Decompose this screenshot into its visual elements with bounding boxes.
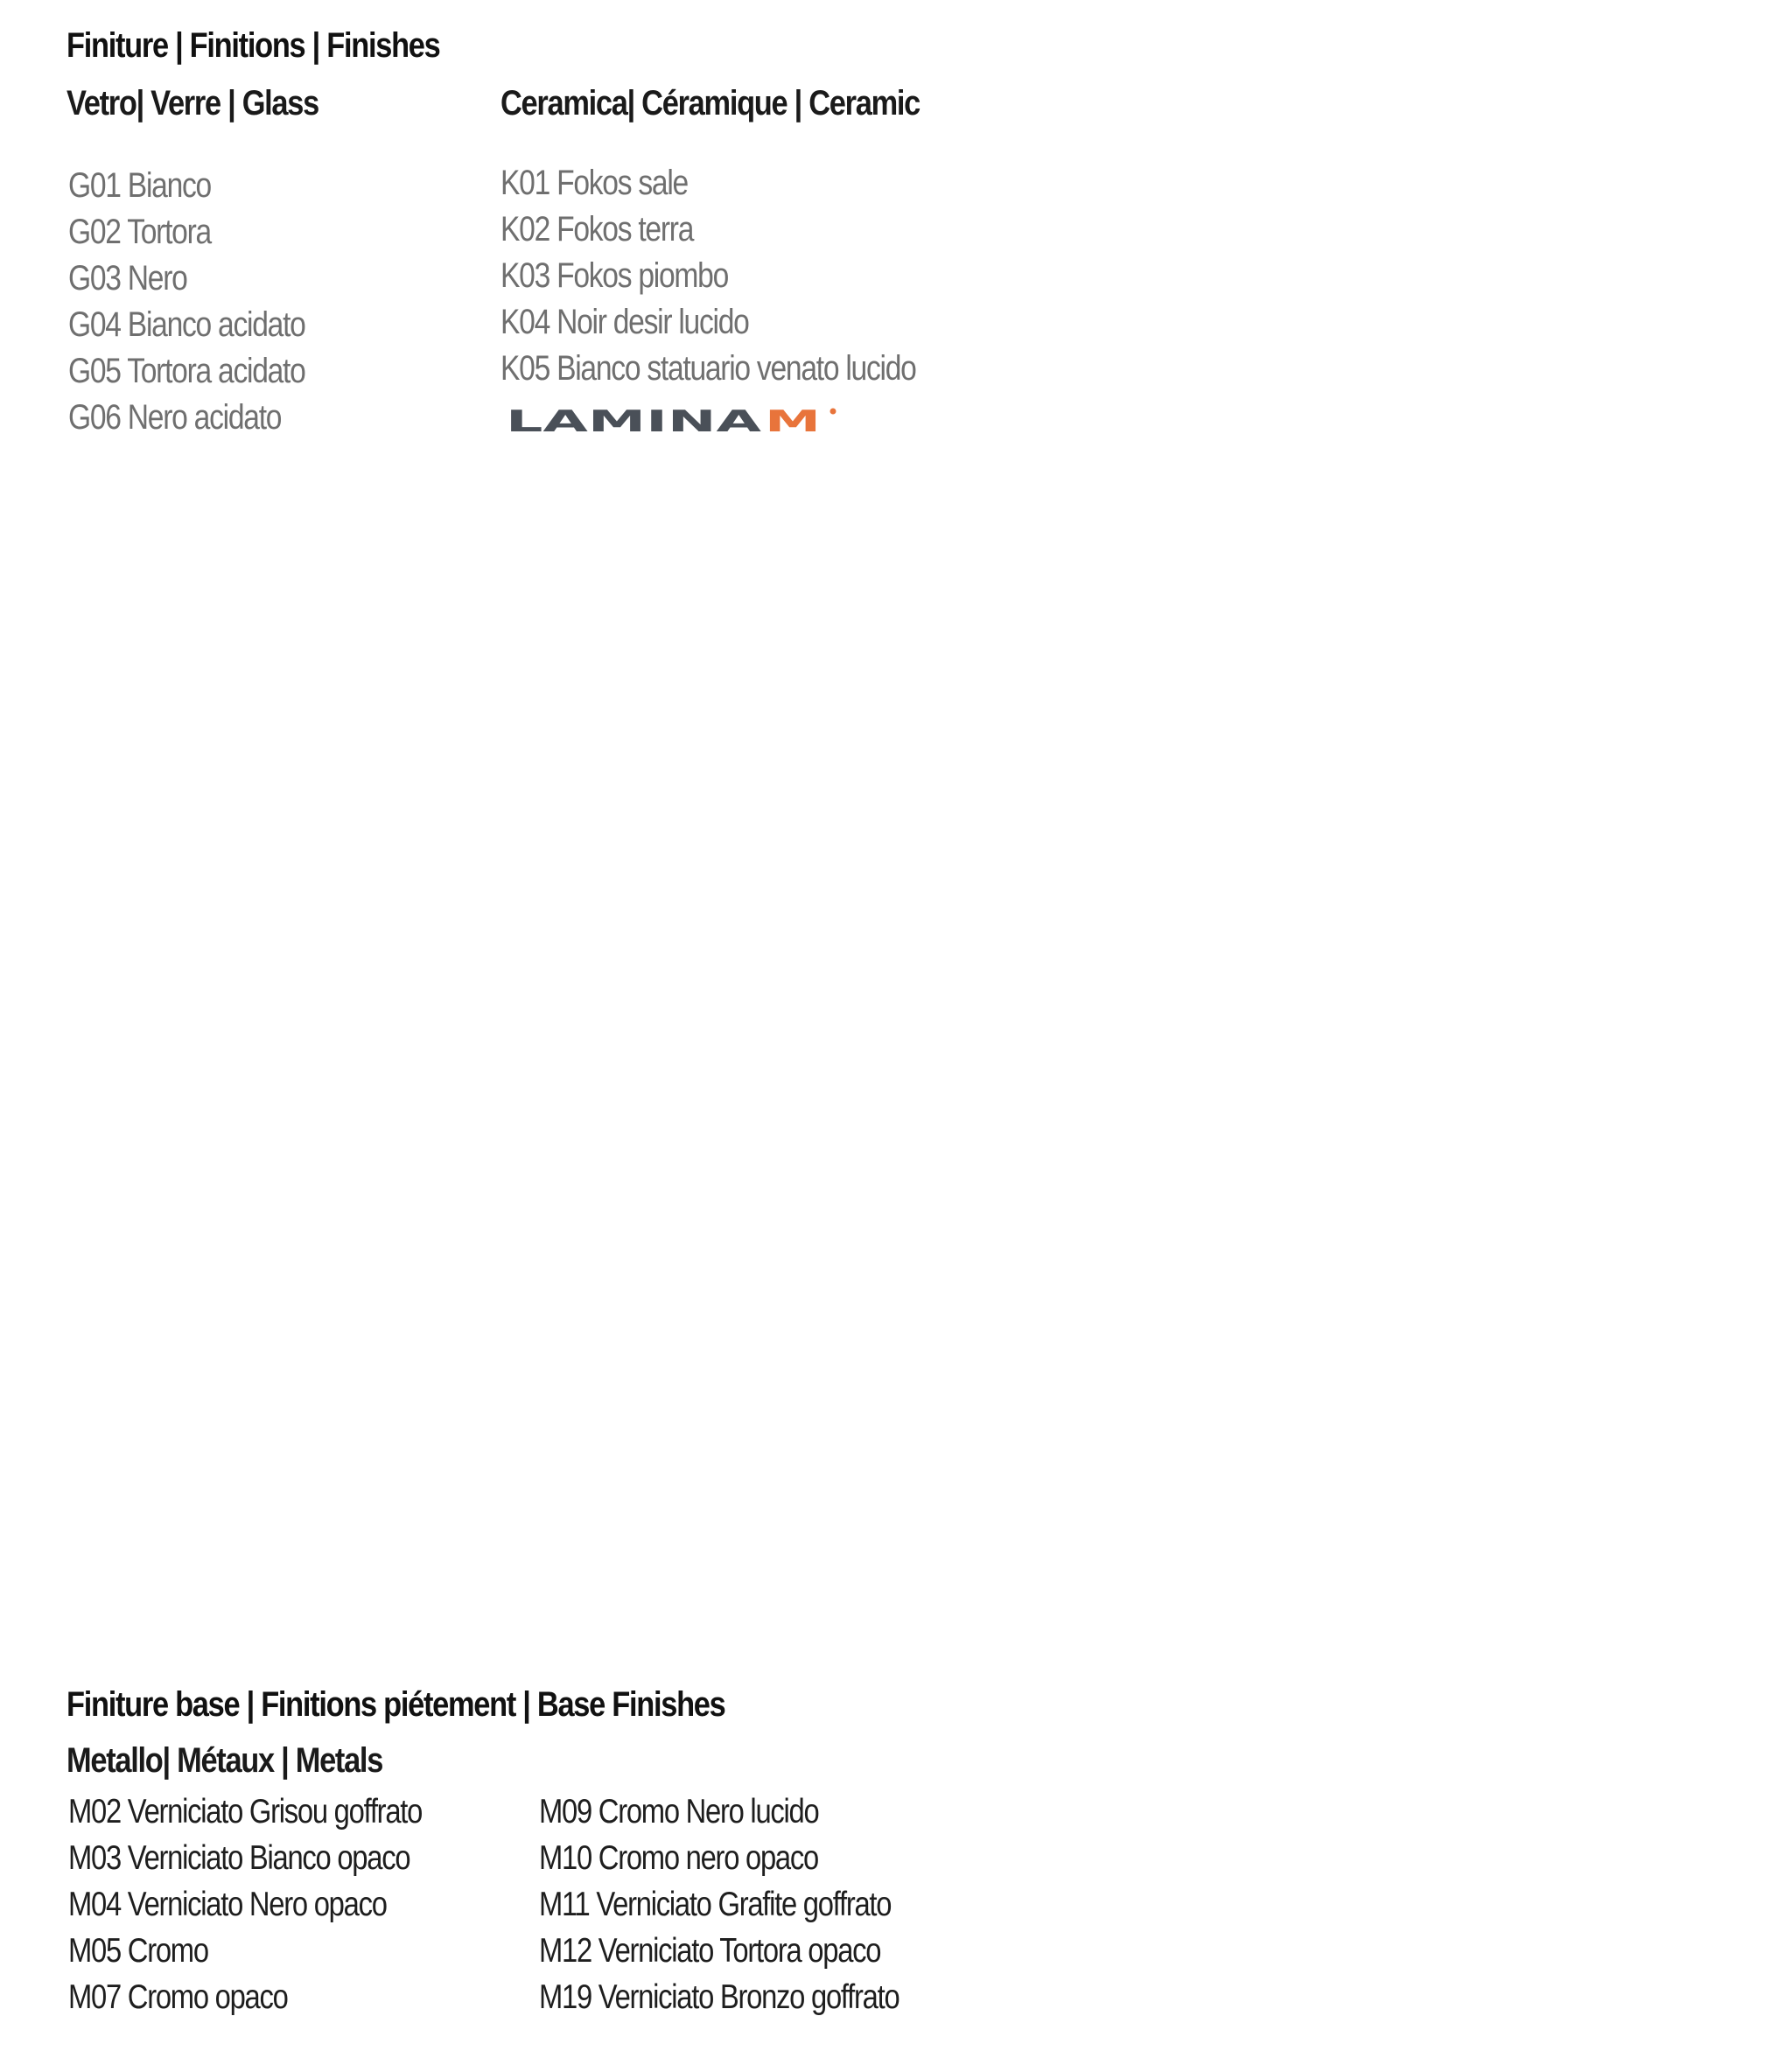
metal-item-m10: M10 Cromo nero opaco	[539, 1839, 818, 1877]
metal-item-m07: M07 Cromo opaco	[68, 1978, 288, 2016]
metal-item-m05: M05 Cromo	[68, 1932, 208, 1970]
svg-text:M: M	[765, 406, 821, 436]
glass-item-g04: G04 Bianco acidato	[68, 305, 305, 344]
base-finishes-title: Finiture base | Finitions piétement | Base Finishes	[66, 1685, 725, 1724]
metal-item-m02: M02 Verniciato Grisou goffrato	[68, 1793, 423, 1830]
ceramic-list	[500, 160, 995, 392]
ceramic-item-k04: K04 Noir desir lucido	[500, 303, 749, 341]
metal-item-m19: M19 Verniciato Bronzo goffrato	[539, 1978, 900, 2016]
glass-item-g02: G02 Tortora	[68, 213, 211, 251]
metal-item-m04: M04 Verniciato Nero opaco	[68, 1886, 387, 1923]
glass-list	[68, 163, 350, 441]
metals-list-column-2	[539, 1788, 968, 2020]
ceramic-heading: Ceramica| Céramique | Ceramic	[500, 84, 920, 122]
ceramic-item-k03: K03 Fokos piombo	[500, 256, 728, 295]
glass-item-g05: G05 Tortora acidato	[68, 352, 305, 390]
ceramic-item-k02: K02 Fokos terra	[500, 210, 694, 248]
glass-item-g01: G01 Bianco	[68, 166, 211, 205]
metal-item-m03: M03 Verniciato Bianco opaco	[68, 1839, 410, 1877]
svg-text:LAMINA: LAMINA	[506, 406, 763, 436]
metal-item-m12: M12 Verniciato Tortora opaco	[539, 1932, 881, 1970]
metals-heading: Metallo| Métaux | Metals	[66, 1741, 383, 1780]
glass-heading: Vetro| Verre | Glass	[66, 84, 318, 122]
metals-list-column-1	[68, 1788, 489, 2020]
metal-item-m11: M11 Verniciato Grafite goffrato	[539, 1886, 892, 1923]
finishes-title: Finiture | Finitions | Finishes	[66, 26, 440, 65]
glass-item-g06: G06 Nero acidato	[68, 398, 282, 437]
ceramic-item-k05: K05 Bianco statuario venato lucido	[500, 349, 916, 388]
laminam-logo	[506, 406, 842, 436]
glass-item-g03: G03 Nero	[68, 259, 187, 298]
metal-item-m09: M09 Cromo Nero lucido	[539, 1793, 819, 1830]
ceramic-item-k01: K01 Fokos sale	[500, 164, 688, 202]
